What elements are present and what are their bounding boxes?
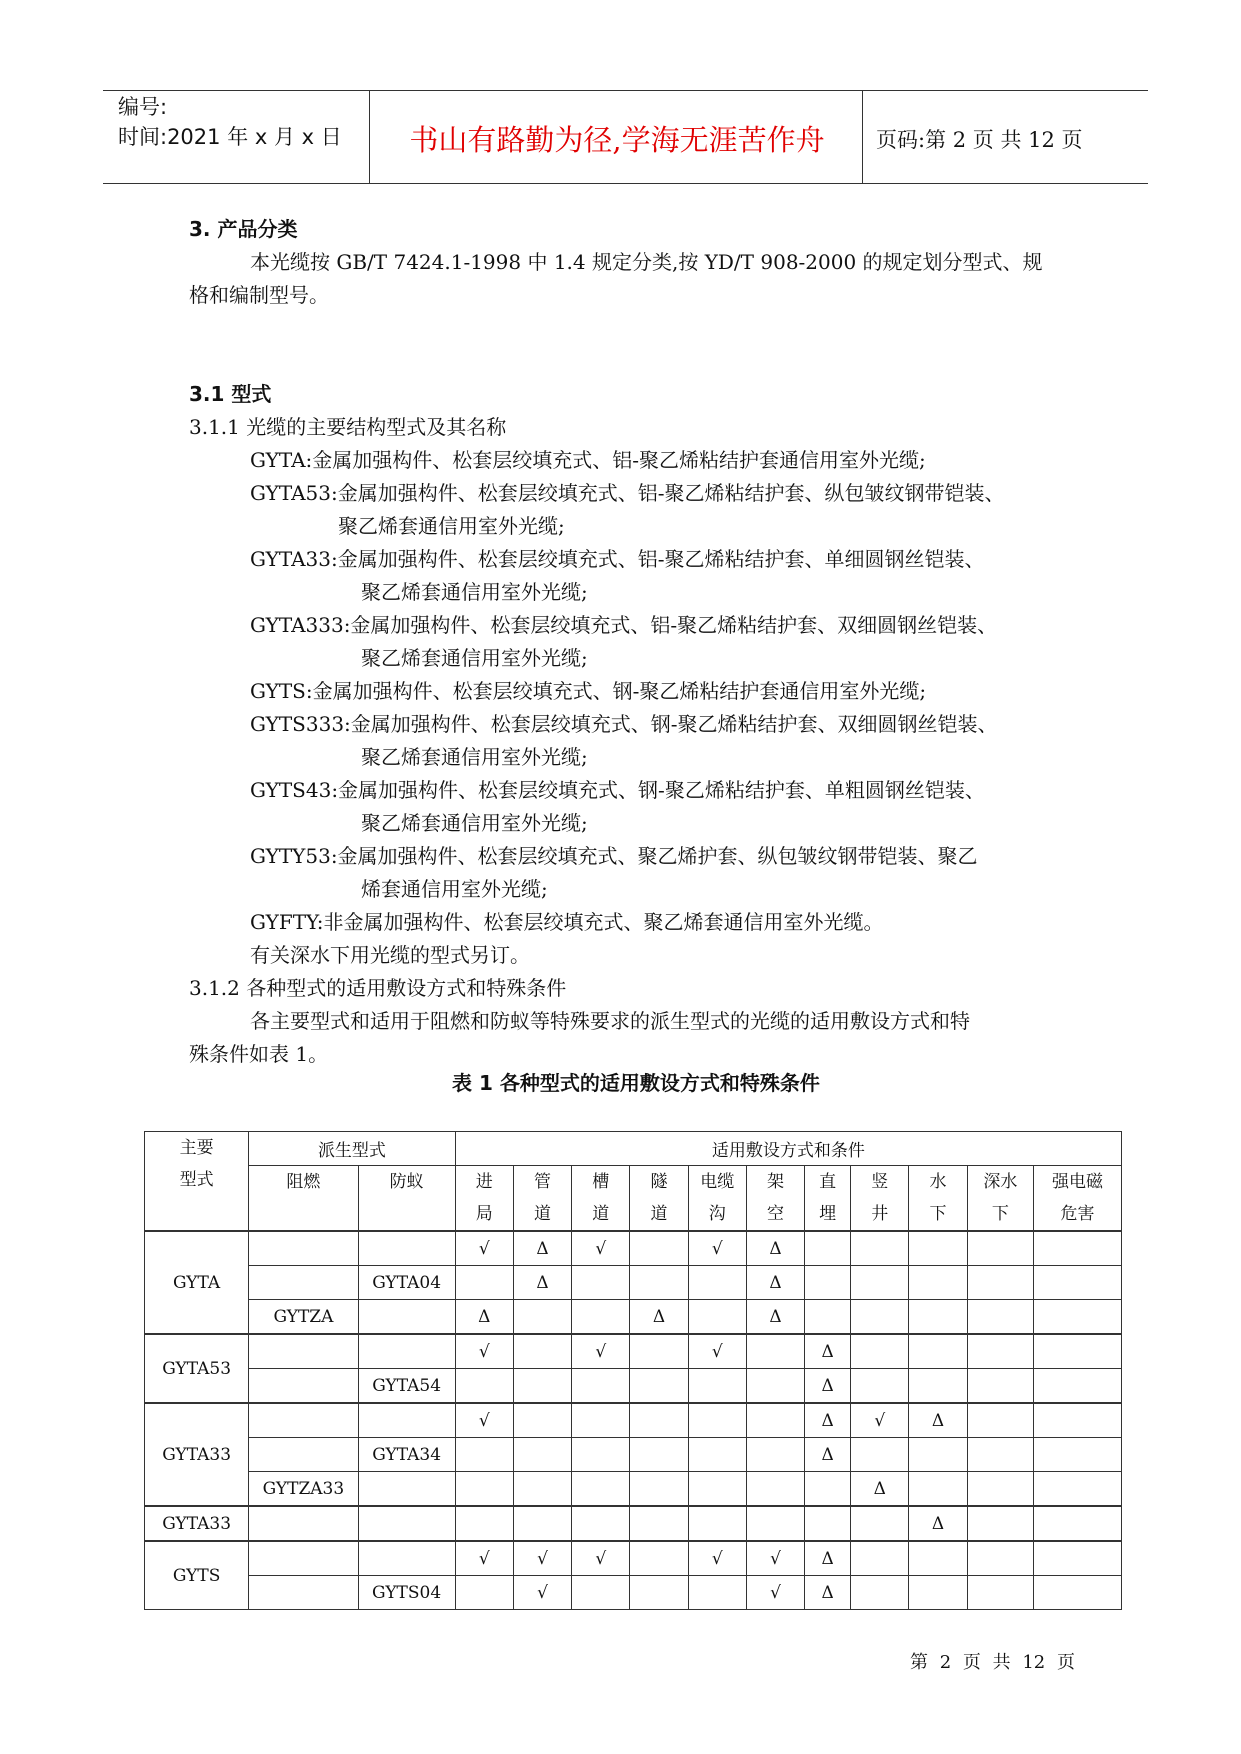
condition-mark-cell: Δ [909, 1403, 967, 1438]
condition-mark-cell [805, 1266, 851, 1300]
table-row [145, 1300, 1122, 1335]
condition-column-header: 架 空 [746, 1166, 804, 1232]
anti-termite-cell: GYTA04 [358, 1266, 455, 1300]
condition-mark-cell [1034, 1334, 1122, 1369]
condition-mark-cell [967, 1438, 1033, 1472]
flame-retardant-cell [249, 1266, 358, 1300]
condition-mark-cell [967, 1403, 1033, 1438]
condition-mark-cell [746, 1506, 804, 1541]
condition-mark-cell [513, 1438, 571, 1472]
condition-mark-cell [688, 1369, 746, 1404]
flame-retardant-cell [249, 1576, 358, 1610]
condition-mark-cell [630, 1506, 688, 1541]
condition-mark-cell [455, 1369, 513, 1404]
condition-column-header: 槽 道 [572, 1166, 630, 1232]
flame-retardant-cell [249, 1438, 358, 1472]
anti-termite-cell [358, 1300, 455, 1335]
table-row [145, 1403, 1122, 1438]
table-row [145, 1506, 1122, 1541]
anti-termite-cell: GYTS04 [358, 1576, 455, 1610]
condition-column-header: 深水 下 [967, 1166, 1033, 1232]
condition-mark-cell: √ [572, 1334, 630, 1369]
condition-mark-cell [967, 1266, 1033, 1300]
condition-mark-cell [1034, 1403, 1122, 1438]
condition-mark-cell [909, 1576, 967, 1610]
section-3-para-line2: 格和编制型号。 [189, 283, 329, 307]
condition-mark-cell: Δ [805, 1403, 851, 1438]
condition-mark-cell [1034, 1300, 1122, 1335]
condition-mark-cell: √ [455, 1403, 513, 1438]
condition-mark-cell [455, 1506, 513, 1541]
condition-mark-cell [967, 1300, 1033, 1335]
condition-mark-cell [805, 1506, 851, 1541]
flame-retardant-cell [249, 1369, 358, 1404]
type-item: GYTA53:金属加强构件、松套层绞填充式、铝-聚乙烯粘结护套、纵包皱纹钢带铠装、 [250, 481, 1005, 505]
condition-mark-cell: √ [572, 1541, 630, 1576]
condition-mark-cell [909, 1300, 967, 1335]
condition-mark-cell: √ [688, 1231, 746, 1266]
header-number: 编号: [118, 95, 168, 119]
condition-mark-cell: √ [688, 1334, 746, 1369]
table-row [145, 1369, 1122, 1404]
condition-mark-cell [572, 1438, 630, 1472]
condition-mark-cell [967, 1576, 1033, 1610]
condition-mark-cell [909, 1369, 967, 1404]
condition-mark-cell [909, 1541, 967, 1576]
flame-retardant-cell [249, 1541, 358, 1576]
condition-mark-cell [630, 1403, 688, 1438]
type-item: GYTS43:金属加强构件、松套层绞填充式、钢-聚乙烯粘结护套、单粗圆钢丝铠装、 [250, 778, 985, 802]
condition-mark-cell: √ [851, 1403, 909, 1438]
flame-retardant-cell: GYTZA [249, 1300, 358, 1335]
type-item: GYTA333:金属加强构件、松套层绞填充式、铝-聚乙烯粘结护套、双细圆钢丝铠装、 [250, 613, 998, 637]
table-row [145, 1231, 1122, 1266]
condition-mark-cell [572, 1369, 630, 1404]
condition-column-header: 竖 井 [851, 1166, 909, 1232]
header-divider-right [862, 90, 863, 184]
condition-mark-cell [1034, 1472, 1122, 1507]
condition-mark-cell [630, 1576, 688, 1610]
table-row [145, 1576, 1122, 1610]
table-row [145, 1472, 1122, 1507]
condition-column-header: 强电磁 危害 [1034, 1166, 1122, 1232]
condition-mark-cell [967, 1369, 1033, 1404]
anti-termite-cell [358, 1334, 455, 1369]
condition-mark-cell [513, 1369, 571, 1404]
header-time: 时间:2021 年 x 月 x 日 [118, 125, 342, 149]
condition-mark-cell [851, 1506, 909, 1541]
condition-mark-cell [851, 1231, 909, 1266]
condition-mark-cell: Δ [805, 1369, 851, 1404]
type-item-cont: 聚乙烯套通信用室外光缆; [361, 811, 588, 835]
header-page-number: 页码:第 2 页 共 12 页 [876, 128, 1083, 152]
type-item: GYTA:金属加强构件、松套层绞填充式、铝-聚乙烯粘结护套通信用室外光缆; [250, 448, 926, 472]
condition-mark-cell [851, 1576, 909, 1610]
header-flame-retardant: 阻燃 [249, 1166, 358, 1232]
anti-termite-cell [358, 1541, 455, 1576]
condition-mark-cell [688, 1300, 746, 1335]
main-type-cell: GYTA [145, 1231, 249, 1334]
condition-mark-cell: Δ [513, 1231, 571, 1266]
type-item: GYTY53:金属加强构件、松套层绞填充式、聚乙烯护套、纵包皱纹钢带铠装、聚乙 [250, 844, 978, 868]
condition-mark-cell [746, 1403, 804, 1438]
type-item: GYTS333:金属加强构件、松套层绞填充式、钢-聚乙烯粘结护套、双细圆钢丝铠装、 [250, 712, 998, 736]
type-item-cont: 聚乙烯套通信用室外光缆; [361, 745, 588, 769]
main-type-cell: GYTS [145, 1541, 249, 1610]
condition-mark-cell [572, 1266, 630, 1300]
condition-mark-cell: Δ [746, 1266, 804, 1300]
condition-mark-cell: √ [455, 1231, 513, 1266]
condition-mark-cell [630, 1369, 688, 1404]
condition-mark-cell [967, 1541, 1033, 1576]
condition-mark-cell: Δ [909, 1506, 967, 1541]
flame-retardant-cell [249, 1506, 358, 1541]
condition-mark-cell [513, 1472, 571, 1507]
flame-retardant-cell [249, 1403, 358, 1438]
table-row [145, 1266, 1122, 1300]
condition-mark-cell [909, 1472, 967, 1507]
condition-mark-cell: Δ [805, 1541, 851, 1576]
condition-mark-cell [909, 1438, 967, 1472]
condition-mark-cell [1034, 1438, 1122, 1472]
condition-mark-cell [805, 1472, 851, 1507]
condition-mark-cell: Δ [630, 1300, 688, 1335]
condition-mark-cell [851, 1369, 909, 1404]
condition-mark-cell [688, 1438, 746, 1472]
condition-mark-cell [909, 1231, 967, 1266]
condition-mark-cell [630, 1266, 688, 1300]
type-item: GYFTY:非金属加强构件、松套层绞填充式、聚乙烯套通信用室外光缆。 [250, 910, 884, 934]
condition-mark-cell [967, 1231, 1033, 1266]
condition-mark-cell [513, 1334, 571, 1369]
condition-mark-cell [909, 1266, 967, 1300]
condition-mark-cell: √ [746, 1576, 804, 1610]
condition-mark-cell: Δ [805, 1334, 851, 1369]
condition-mark-cell [1034, 1231, 1122, 1266]
condition-mark-cell [746, 1369, 804, 1404]
section-3-title: 3. 产品分类 [189, 217, 298, 241]
condition-mark-cell [630, 1541, 688, 1576]
header-top-rule [103, 90, 1148, 91]
condition-mark-cell [572, 1506, 630, 1541]
condition-mark-cell [513, 1300, 571, 1335]
section-3-1-2-para-line2: 殊条件如表 1。 [189, 1042, 329, 1066]
type-item: GYTA33:金属加强构件、松套层绞填充式、铝-聚乙烯粘结护套、单细圆钢丝铠装、 [250, 547, 985, 571]
condition-mark-cell [967, 1472, 1033, 1507]
header-derived-type: 派生型式 [249, 1132, 455, 1166]
header-anti-termite: 防蚁 [358, 1166, 455, 1232]
table-row [145, 1541, 1122, 1576]
condition-column-header: 管 道 [513, 1166, 571, 1232]
condition-mark-cell: √ [455, 1541, 513, 1576]
header-divider-left [369, 90, 370, 184]
condition-mark-cell [688, 1506, 746, 1541]
anti-termite-cell: GYTA34 [358, 1438, 455, 1472]
page-footer: 第 2 页 共 12 页 [910, 1652, 1075, 1673]
flame-retardant-cell: GYTZA33 [249, 1472, 358, 1507]
table-row [145, 1334, 1122, 1369]
condition-mark-cell [967, 1334, 1033, 1369]
header-conditions: 适用敷设方式和条件 [455, 1132, 1121, 1166]
type-item-cont: 烯套通信用室外光缆; [361, 877, 548, 901]
condition-mark-cell [455, 1438, 513, 1472]
condition-mark-cell [1034, 1506, 1122, 1541]
condition-mark-cell: √ [455, 1334, 513, 1369]
condition-mark-cell [1034, 1266, 1122, 1300]
anti-termite-cell [358, 1506, 455, 1541]
condition-mark-cell: Δ [513, 1266, 571, 1300]
condition-mark-cell [630, 1438, 688, 1472]
condition-column-header: 直 埋 [805, 1166, 851, 1232]
condition-mark-cell [572, 1403, 630, 1438]
main-type-cell: GYTA33 [145, 1403, 249, 1506]
condition-mark-cell [805, 1300, 851, 1335]
condition-mark-cell: Δ [805, 1438, 851, 1472]
condition-mark-cell: Δ [805, 1576, 851, 1610]
condition-mark-cell [851, 1266, 909, 1300]
condition-mark-cell [688, 1266, 746, 1300]
main-type-cell: GYTA33 [145, 1506, 249, 1541]
condition-mark-cell [1034, 1576, 1122, 1610]
section-3-1-2-para-line1: 各主要型式和适用于阻燃和防蚁等特殊要求的派生型式的光缆的适用敷设方式和特 [250, 1009, 970, 1033]
condition-mark-cell [851, 1438, 909, 1472]
condition-mark-cell [967, 1506, 1033, 1541]
condition-mark-cell [851, 1541, 909, 1576]
condition-mark-cell [572, 1472, 630, 1507]
type-item: 有关深水下用光缆的型式另订。 [250, 943, 530, 967]
condition-mark-cell [513, 1403, 571, 1438]
condition-mark-cell [455, 1266, 513, 1300]
condition-mark-cell [630, 1334, 688, 1369]
section-3-para-line1: 本光缆按 GB/T 7424.1-1998 中 1.4 规定分类,按 YD/T 908-2000 的规定划分型式、规 [250, 250, 1043, 274]
type-item-cont: 聚乙烯套通信用室外光缆; [361, 646, 588, 670]
condition-mark-cell [746, 1472, 804, 1507]
header-motto: 书山有路勤为径,学海无涯苦作舟 [409, 123, 825, 157]
condition-mark-cell [688, 1576, 746, 1610]
condition-mark-cell [746, 1334, 804, 1369]
section-3-1-1-title: 3.1.1 光缆的主要结构型式及其名称 [189, 415, 507, 439]
condition-mark-cell: Δ [851, 1472, 909, 1507]
condition-mark-cell [630, 1472, 688, 1507]
condition-mark-cell: Δ [455, 1300, 513, 1335]
condition-mark-cell [688, 1403, 746, 1438]
condition-mark-cell [851, 1300, 909, 1335]
condition-mark-cell [572, 1300, 630, 1335]
condition-column-header: 水 下 [909, 1166, 967, 1232]
condition-column-header: 电缆 沟 [688, 1166, 746, 1232]
condition-mark-cell: Δ [746, 1231, 804, 1266]
condition-mark-cell: √ [572, 1231, 630, 1266]
condition-mark-cell [1034, 1541, 1122, 1576]
condition-mark-cell [746, 1438, 804, 1472]
laying-conditions-table [144, 1131, 1122, 1610]
section-3-1-2-title: 3.1.2 各种型式的适用敷设方式和特殊条件 [189, 976, 567, 1000]
table-row [145, 1438, 1122, 1472]
condition-mark-cell [909, 1334, 967, 1369]
header-main-type: 主要 型式 [145, 1132, 249, 1232]
anti-termite-cell [358, 1472, 455, 1507]
anti-termite-cell: GYTA54 [358, 1369, 455, 1404]
table-caption: 表 1 各种型式的适用敷设方式和特殊条件 [452, 1071, 820, 1095]
condition-mark-cell: Δ [746, 1300, 804, 1335]
condition-mark-cell: √ [688, 1541, 746, 1576]
condition-mark-cell [455, 1576, 513, 1610]
condition-mark-cell [805, 1231, 851, 1266]
condition-mark-cell: √ [513, 1576, 571, 1610]
section-3-1-title: 3.1 型式 [189, 382, 272, 406]
condition-mark-cell [630, 1231, 688, 1266]
header-info [118, 92, 342, 152]
type-item-cont: 聚乙烯套通信用室外光缆; [338, 514, 565, 538]
condition-column-header: 进 局 [455, 1166, 513, 1232]
condition-mark-cell: √ [513, 1541, 571, 1576]
condition-mark-cell: √ [746, 1541, 804, 1576]
anti-termite-cell [358, 1403, 455, 1438]
header-bottom-rule [103, 183, 1148, 184]
anti-termite-cell [358, 1231, 455, 1266]
condition-mark-cell [1034, 1369, 1122, 1404]
type-item: GYTS:金属加强构件、松套层绞填充式、钢-聚乙烯粘结护套通信用室外光缆; [250, 679, 927, 703]
main-type-cell: GYTA53 [145, 1334, 249, 1403]
condition-mark-cell [513, 1506, 571, 1541]
condition-mark-cell [572, 1576, 630, 1610]
condition-mark-cell [688, 1472, 746, 1507]
flame-retardant-cell [249, 1231, 358, 1266]
condition-column-header: 隧 道 [630, 1166, 688, 1232]
type-item-cont: 聚乙烯套通信用室外光缆; [361, 580, 588, 604]
flame-retardant-cell [249, 1334, 358, 1369]
condition-mark-cell [455, 1472, 513, 1507]
condition-mark-cell [851, 1334, 909, 1369]
